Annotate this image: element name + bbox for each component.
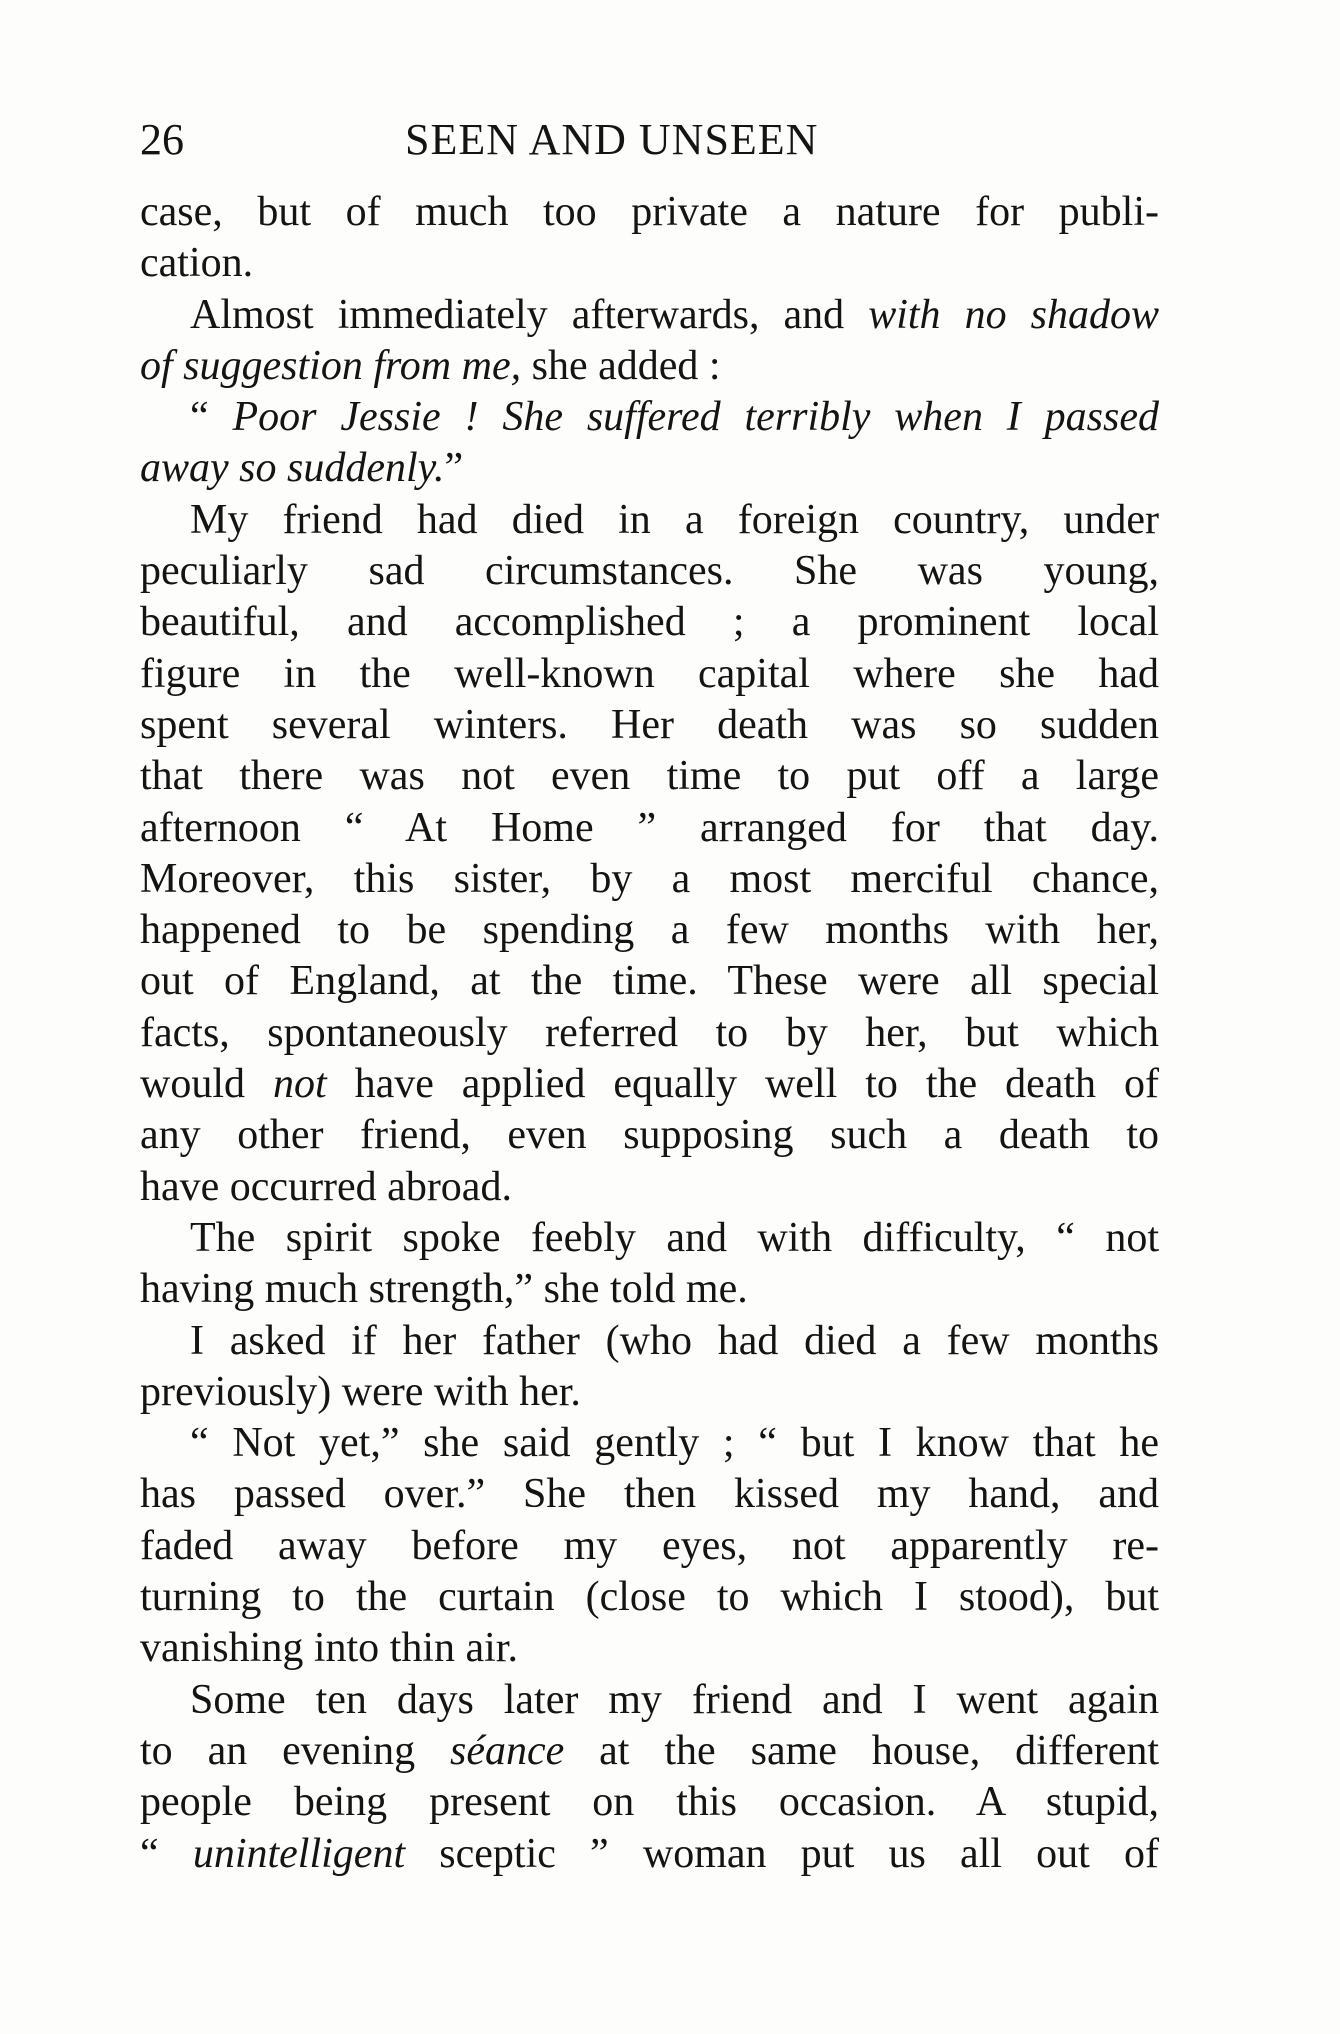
text-line	[140, 1316, 1159, 1367]
running-title: SEEN AND UNSEEN	[405, 115, 819, 164]
text-line	[140, 1777, 1159, 1828]
text-segment: that there was not even time to put off a large	[140, 753, 1159, 800]
text-segment: Almost immediately afterwards, and	[190, 291, 869, 338]
text-segment: have occurred abroad.	[140, 1163, 512, 1210]
text-line	[140, 546, 1159, 597]
text-segment: she added :	[521, 342, 721, 389]
text-segment: would	[140, 1061, 273, 1108]
italic-text: of suggestion from me,	[140, 342, 522, 389]
text-line	[140, 1829, 1159, 1880]
text-segment: vanishing into thin air.	[140, 1625, 518, 1672]
text-line	[140, 1008, 1159, 1059]
text-line	[140, 341, 1159, 392]
text-line	[140, 956, 1159, 1007]
text-line	[140, 1213, 1159, 1264]
text-line	[140, 905, 1159, 956]
text-segment: The spirit spoke feebly and with difficulty, “ not	[190, 1214, 1159, 1261]
text-line	[140, 495, 1159, 546]
text-segment: at the same house, different	[564, 1727, 1160, 1774]
text-segment: to an evening	[140, 1727, 450, 1774]
text-segment: out of England, at the time. These were all special	[140, 958, 1159, 1005]
text-segment: My friend had died in a foreign country, under	[190, 496, 1159, 543]
text-line	[140, 1623, 1159, 1674]
text-segment: afternoon “ At Home ” arranged for that day.	[140, 804, 1159, 851]
italic-text: unintelligent	[192, 1830, 406, 1877]
text-line	[140, 1162, 1159, 1213]
text-segment: I asked if her father (who had died a few months	[190, 1317, 1159, 1364]
text-segment: having much strength,” she told me.	[140, 1266, 748, 1313]
text-segment: “ Not yet,” she said gently ; “ but I know that he	[190, 1420, 1159, 1467]
text-line	[140, 1572, 1159, 1623]
text-line	[140, 1469, 1159, 1520]
italic-text: not	[272, 1061, 327, 1108]
text-line	[140, 443, 1159, 494]
text-line	[140, 187, 1159, 238]
text-segment: figure in the well-known capital where she had	[140, 650, 1159, 697]
text-line	[140, 1521, 1159, 1572]
text-segment: Some ten days later my friend and I went again	[190, 1676, 1159, 1723]
text-line	[140, 238, 1159, 289]
text-line	[140, 700, 1159, 751]
text-segment: sceptic ” woman put us all out of	[405, 1830, 1159, 1877]
page-number: 26	[140, 115, 184, 164]
text-segment: has passed over.” She then kissed my hand, and	[140, 1471, 1159, 1518]
text-segment: facts, spontaneously referred to by her, but which	[140, 1009, 1159, 1056]
text-segment: have applied equally well to the death of	[326, 1061, 1159, 1108]
italic-text: with no shadow	[868, 291, 1159, 338]
text-segment: cation.	[140, 240, 254, 287]
text-segment: any other friend, even supposing such a death to	[140, 1112, 1159, 1159]
italic-text: Poor Jessie ! She suffered terribly when I passed	[232, 394, 1159, 441]
text-line	[140, 392, 1159, 443]
text-segment: previously) were with her.	[140, 1368, 581, 1415]
text-line	[140, 1418, 1159, 1469]
text-segment: people being present on this occasion. A stupid,	[140, 1779, 1159, 1826]
text-segment: Moreover, this sister, by a most merciful chance,	[140, 855, 1159, 902]
italic-text: away so suddenly.	[140, 445, 445, 492]
text-line	[140, 751, 1159, 802]
page-header	[140, 110, 1170, 170]
text-line	[140, 1110, 1159, 1161]
text-segment: faded away before my eyes, not apparently re-	[140, 1522, 1159, 1569]
text-segment: spent several winters. Her death was so sudden	[140, 701, 1159, 748]
text-line	[140, 854, 1159, 905]
text-segment: turning to the curtain (close to which I stood), but	[140, 1574, 1159, 1621]
text-segment: peculiarly sad circumstances. She was young,	[140, 548, 1159, 595]
text-segment: ”	[444, 445, 464, 492]
text-line	[140, 1059, 1159, 1110]
text-segment: happened to be spending a few months with her,	[140, 907, 1159, 954]
text-line	[140, 649, 1159, 700]
text-line	[140, 290, 1159, 341]
text-line	[140, 1367, 1159, 1418]
text-line	[140, 803, 1159, 854]
text-segment: beautiful, and accomplished ; a prominent local	[140, 599, 1159, 646]
text-segment: “	[140, 1830, 193, 1877]
text-line	[140, 1264, 1159, 1315]
body-text	[140, 187, 1159, 1880]
text-line	[140, 597, 1159, 648]
italic-text: séance	[449, 1727, 565, 1774]
text-line	[140, 1675, 1159, 1726]
text-segment: case, but of much too private a nature for publi-	[140, 189, 1159, 235]
text-segment: “	[190, 394, 233, 441]
text-line	[140, 1726, 1159, 1777]
